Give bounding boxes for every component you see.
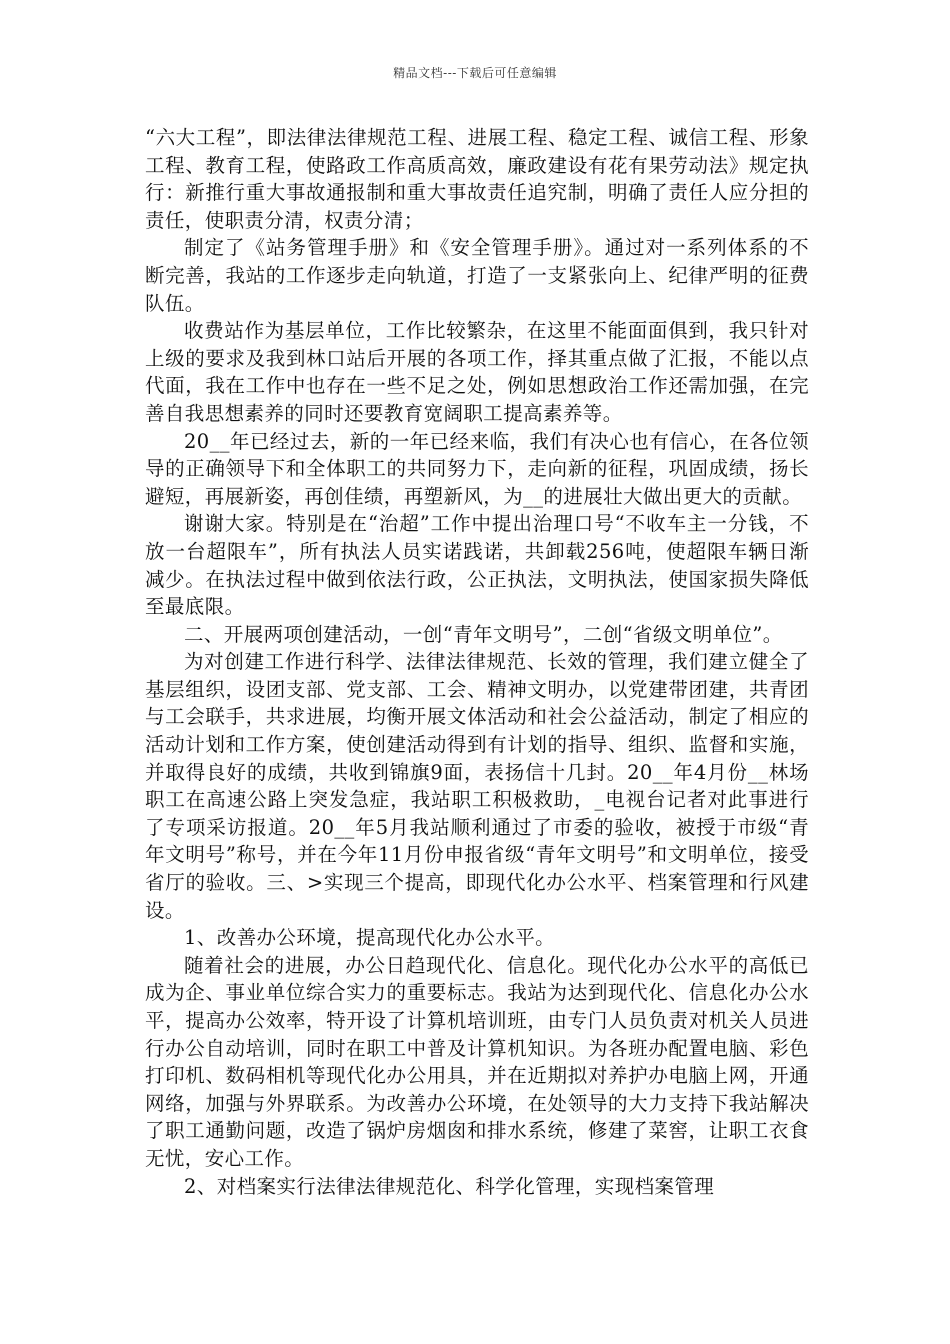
paragraph: 1、改善办公环境，提高现代化办公水平。 [184,926,556,950]
paragraph: 收费站作为基层单位，工作比较繁杂，在这里不能面面俱到，我只针对上级的要求及我到林口站后开展的各项工作，择其重点做了汇报，不能以点代面，我在工作中也存在一些不足之处，例如思想政治工作还需加强，在完善自我思想素养的同时还要教育宽阔职工提高素养等。 [145,319,809,425]
paragraph: 制定了《站务管理手册》和《安全管理手册》。通过对一系列体系的不断完善，我站的工作逐步走向轨道，打造了一支紧张向上、纪律严明的征费队伍。 [145,236,809,315]
paragraph: 20__年已经过去，新的一年已经来临，我们有决心也有信心，在各位领导的正确领导下和全体职工的共同努力下，走向新的征程，巩固成绩，扬长避短，再展新姿，再创佳绩，再塑新风，为__的进展壮大做出更大的贡献。 [145,429,809,508]
paragraph: 谢谢大家。特别是在“治超”工作中提出治理口号“不收车主一分钱，不放一台超限车”，所有执法人员实诺践诺，共卸载256吨，使超限车辆日渐减少。在执法过程中做到依法行政，公正执法，文明执法，使国家损失降低至最底限。 [145,512,809,619]
page-header: 精品文档---下载后可任意编辑 [393,66,557,80]
document-body [145,124,809,1234]
paragraph: 2、对档案实行法律法律规范化、科学化管理，实现档案管理 [184,1174,715,1198]
paragraph: 随着社会的进展，办公日趋现代化、信息化。现代化办公水平的高低已成为企、事业单位综合实力的重要标志。我站为达到现代化、信息化办公水平，提高办公效率，特开设了计算机培训班，由专门人员负责对机关人员进行办公自动培训，同时在职工中普及计算机知识。为各班办配置电脑、彩色打印机、数码相机等现代化办公用具，并在近期拟对养护办电脑上网，开通网络，加强与外界联系。为改善办公环境，在处领导的大力支持下我站解决了职工通勤问题，改造了锅炉房烟囱和排水系统，修建了菜窖，让职工衣食无忧，安心工作。 [145,953,809,1170]
paragraph: 为对创建工作进行科学、法律法律规范、长效的管理，我们建立健全了基层组织，设团支部、党支部、工会、精神文明办，以党建带团建，共青团与工会联手，共求进展，均衡开展文体活动和社会公益活动，制定了相应的活动计划和工作方案，使创建活动得到有计划的指导、组织、监督和实施，并取得良好的成绩，共收到锦旗9面，表扬信十几封。20__年4月份__林场职工在高速公路上突发急症，我站职工积极救助，_电视台记者对此事进行了专项采访报道。20__年5月我站顺利通过了市委的验收，被授于市级“青年文明号”称号，并在今年11月份申报省级“青年文明号”和文明单位，接受省厅的验收。三、>实现三个提高，即现代化办公水平、档案管理和行风建设。 [145,650,809,922]
paragraph: 二、开展两项创建活动，一创“青年文明号”，二创“省级文明单位”。 [184,622,783,646]
paragraph: “六大工程”，即法律法律规范工程、进展工程、稳定工程、诚信工程、形象工程、教育工程，使路政工作高质高效，廉政建设有花有果劳动法》规定执行：新推行重大事故通报制和重大事故责任追究制，明确了责任人应分担的责任，使职责分清，权责分清； [145,126,809,232]
